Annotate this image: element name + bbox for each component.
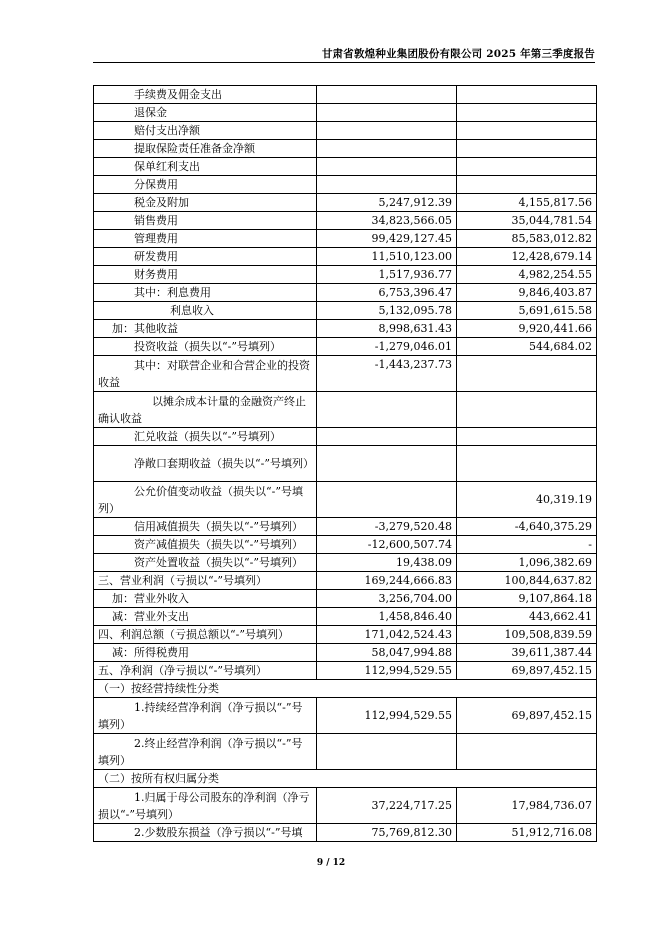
current-period-value: 112,994,529.55 [317,662,457,680]
previous-period-value: 69,897,452.15 [457,662,597,680]
table-row [94,284,597,302]
income-statement-table [93,85,597,842]
previous-period-value: 5,691,615.58 [457,302,597,320]
previous-period-value: 69,897,452.15 [457,698,597,734]
previous-period-value [457,86,597,104]
current-period-value [317,392,457,428]
current-period-value: 58,047,994.88 [317,644,457,662]
row-label: 税金及附加 [94,194,317,212]
current-period-value [317,158,457,176]
row-label: 五、净利润（净亏损以“-”号填列） [94,662,317,680]
previous-period-value: 35,044,781.54 [457,212,597,230]
page-number: 9 / 12 [316,858,346,868]
current-period-value: -12,600,507.74 [317,536,457,554]
current-period-value [317,734,457,770]
current-period-value: 1,458,846.40 [317,608,457,626]
current-period-value: 75,769,812.30 [317,824,457,842]
current-period-value: 99,429,127.45 [317,230,457,248]
table-row [94,698,597,734]
row-label: （一）按经营持续性分类 [94,680,597,698]
table-row [94,536,597,554]
current-period-value: 112,994,529.55 [317,698,457,734]
previous-period-value [457,428,597,446]
previous-period-value: 109,508,839.59 [457,626,597,644]
current-period-value [317,86,457,104]
row-label: 四、利润总额（亏损总额以“-”号填列） [94,626,317,644]
current-period-value [317,140,457,158]
previous-period-value [457,734,597,770]
row-label: 提取保险责任准备金净额 [94,140,317,158]
table-row [94,428,597,446]
row-label: 加：其他收益 [94,320,317,338]
table-row [94,554,597,572]
previous-period-value: 51,912,716.08 [457,824,597,842]
previous-period-value [457,158,597,176]
current-period-value: 37,224,717.25 [317,788,457,824]
row-label: 管理费用 [94,230,317,248]
table-row [94,194,597,212]
current-period-value: 1,517,936.77 [317,266,457,284]
row-label: 资产处置收益（损失以“-”号填列） [94,554,317,572]
row-label: 财务费用 [94,266,317,284]
table-row [94,320,597,338]
table-row [94,590,597,608]
income-statement-body [94,86,597,842]
previous-period-value [457,446,597,482]
row-label: 三、营业利润（亏损以“-”号填列） [94,572,317,590]
table-row [94,788,597,824]
header-divider [93,62,595,63]
current-period-value [317,482,457,518]
row-label: 其中：利息费用 [94,284,317,302]
table-row [94,158,597,176]
current-period-value: 19,438.09 [317,554,457,572]
previous-period-value [457,122,597,140]
previous-period-value: 85,583,012.82 [457,230,597,248]
row-label: 以摊余成本计量的金融资产终止确认收益 [94,392,317,428]
row-label: 研发费用 [94,248,317,266]
table-row [94,140,597,158]
row-label: 赔付支出净额 [94,122,317,140]
previous-period-value: 544,684.02 [457,338,597,356]
current-period-value: 5,247,912.39 [317,194,457,212]
table-row [94,572,597,590]
page-header-title: 甘肃省敦煌种业集团股份有限公司 2025 年第三季度报告 [321,48,595,60]
table-row [94,644,597,662]
row-label: 信用减值损失（损失以“-”号填列） [94,518,317,536]
row-label: 汇兑收益（损失以“-”号填列） [94,428,317,446]
table-row [94,338,597,356]
table-row [94,482,597,518]
previous-period-value: 443,662.41 [457,608,597,626]
previous-period-value: 4,155,817.56 [457,194,597,212]
row-label: 减：所得税费用 [94,644,317,662]
table-row [94,266,597,284]
previous-period-value: 9,846,403.87 [457,284,597,302]
table-row [94,680,597,698]
current-period-value: 3,256,704.00 [317,590,457,608]
previous-period-value: 40,319.19 [457,482,597,518]
row-label: 手续费及佣金支出 [94,86,317,104]
current-period-value: 171,042,524.43 [317,626,457,644]
row-label: 2.少数股东损益（净亏损以“-”号填 [94,824,317,842]
previous-period-value: 4,982,254.55 [457,266,597,284]
current-period-value: -1,443,237.73 [317,356,457,392]
current-period-value: 169,244,666.83 [317,572,457,590]
table-row [94,230,597,248]
current-period-value: 6,753,396.47 [317,284,457,302]
current-period-value: -1,279,046.01 [317,338,457,356]
table-row [94,176,597,194]
row-label: 退保金 [94,104,317,122]
row-label: 销售费用 [94,212,317,230]
current-period-value: 8,998,631.43 [317,320,457,338]
table-row [94,608,597,626]
current-period-value [317,176,457,194]
previous-period-value: 9,920,441.66 [457,320,597,338]
table-row [94,392,597,428]
table-row [94,302,597,320]
previous-period-value [457,104,597,122]
previous-period-value [457,356,597,392]
current-period-value: -3,279,520.48 [317,518,457,536]
current-period-value: 11,510,123.00 [317,248,457,266]
previous-period-value: - [457,536,597,554]
previous-period-value: 12,428,679.14 [457,248,597,266]
table-row [94,356,597,392]
current-period-value [317,446,457,482]
table-row [94,104,597,122]
previous-period-value [457,140,597,158]
row-label: 2.终止经营净利润（净亏损以“-”号填列） [94,734,317,770]
current-period-value [317,122,457,140]
previous-period-value: 100,844,637.82 [457,572,597,590]
row-label: 加：营业外收入 [94,590,317,608]
current-period-value [317,428,457,446]
row-label: 投资收益（损失以“-”号填列） [94,338,317,356]
row-label: （二）按所有权归属分类 [94,770,597,788]
table-row [94,662,597,680]
table-row [94,770,597,788]
previous-period-value: 1,096,382.69 [457,554,597,572]
previous-period-value: 39,611,387.44 [457,644,597,662]
row-label: 其中：对联营企业和合营企业的投资收益 [94,356,317,392]
row-label: 减：营业外支出 [94,608,317,626]
current-period-value [317,104,457,122]
row-label: 1.持续经营净利润（净亏损以“-”号填列） [94,698,317,734]
table-row [94,248,597,266]
row-label: 资产减值损失（损失以“-”号填列） [94,536,317,554]
previous-period-value: 9,107,864.18 [457,590,597,608]
row-label: 公允价值变动收益（损失以“-”号填列） [94,482,317,518]
row-label: 净敞口套期收益（损失以“-”号填列） [94,446,317,482]
table-row [94,626,597,644]
row-label: 1.归属于母公司股东的净利润（净亏损以“-”号填列） [94,788,317,824]
table-row [94,212,597,230]
previous-period-value: 17,984,736.07 [457,788,597,824]
previous-period-value [457,392,597,428]
previous-period-value [457,176,597,194]
table-row [94,824,597,842]
row-label: 分保费用 [94,176,317,194]
table-row [94,734,597,770]
row-label: 保单红利支出 [94,158,317,176]
table-row [94,122,597,140]
previous-period-value: -4,640,375.29 [457,518,597,536]
table-row [94,518,597,536]
table-row [94,446,597,482]
row-label: 利息收入 [94,302,317,320]
current-period-value: 34,823,566.05 [317,212,457,230]
table-row [94,86,597,104]
current-period-value: 5,132,095.78 [317,302,457,320]
